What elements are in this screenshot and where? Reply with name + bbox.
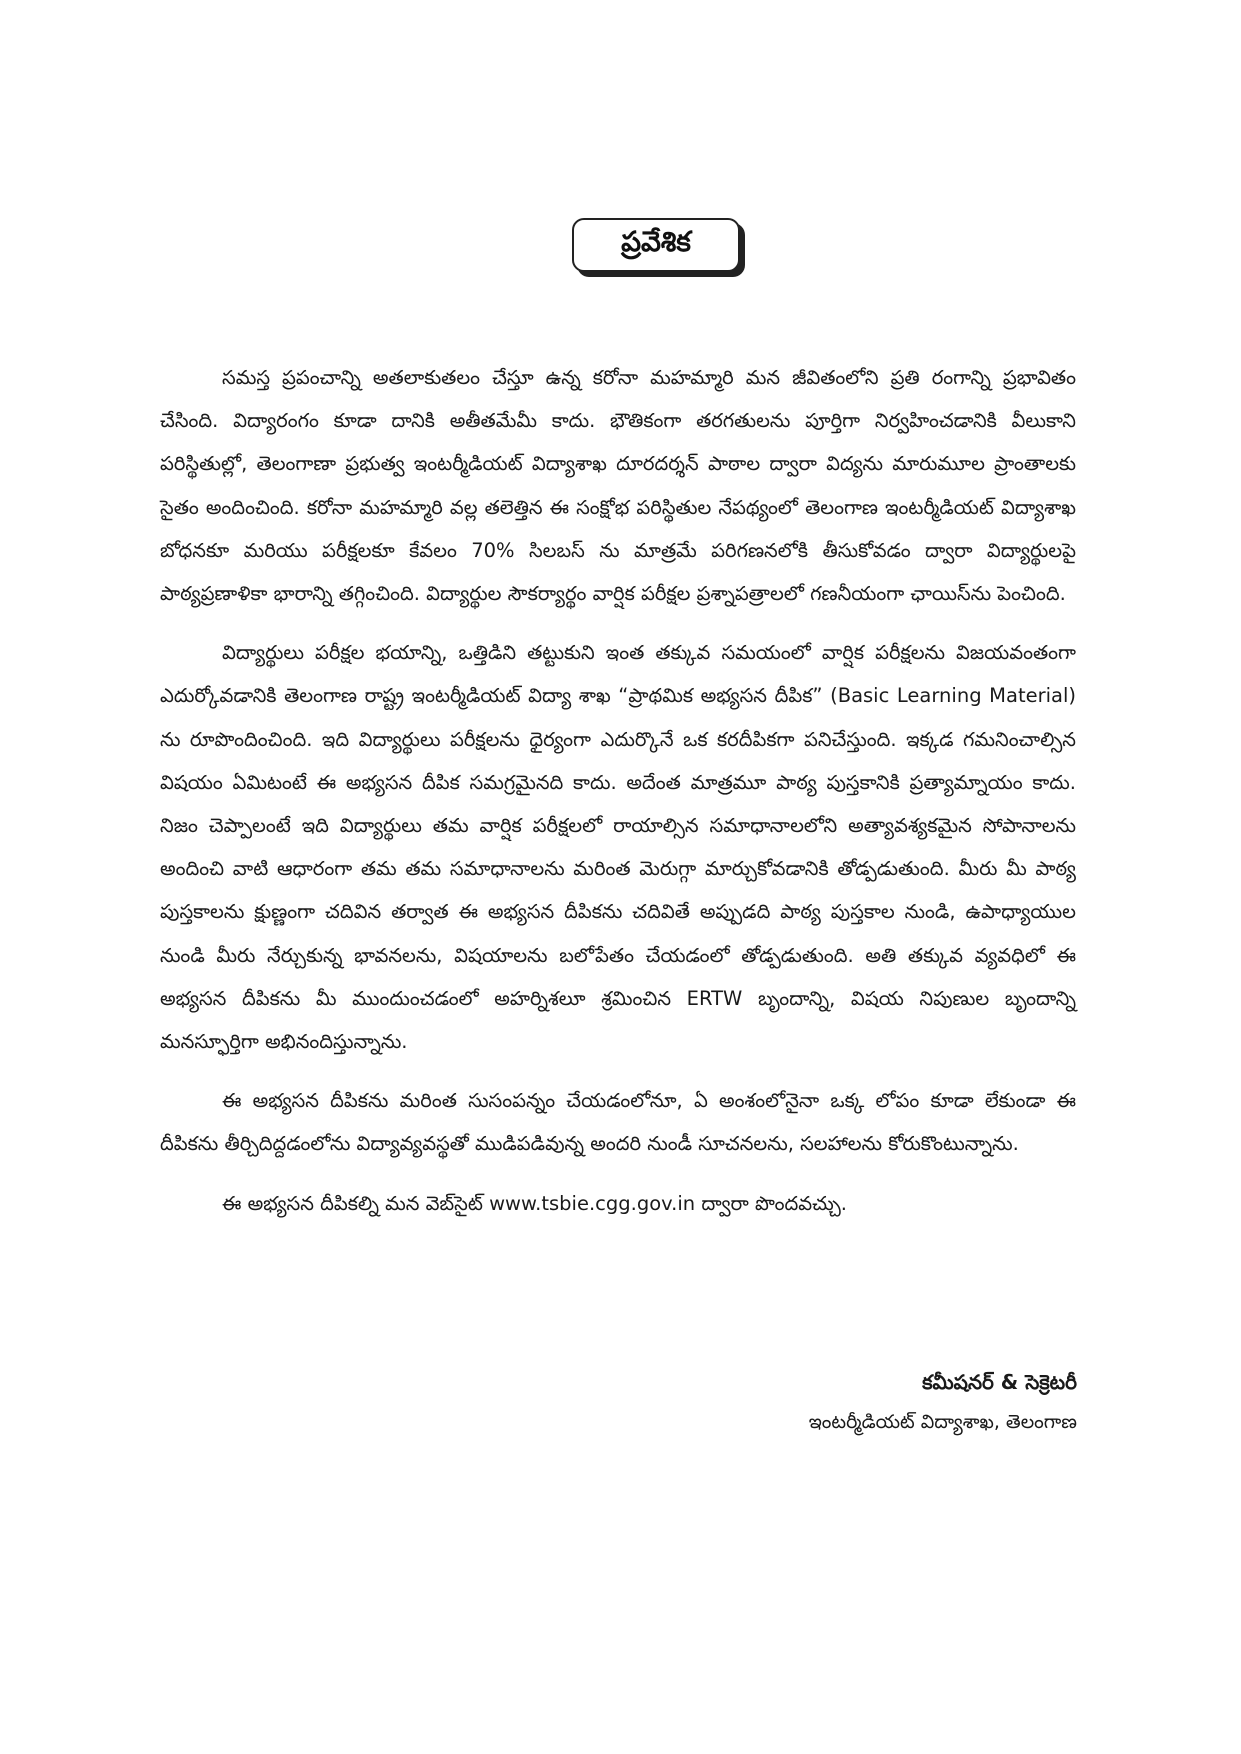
paragraph-4: ఈ అభ్యసన దీపికల్ని మన వెబ్‌సైట్ www.tsbie.cgg.gov.in ద్వారా పొందవచ్చు. [222,1191,847,1215]
paragraph-3: ఈ అభ్యసన దీపికను మరింత సుసంపన్నం చేయడంలోనూ, ఏ అంశంలోనైనా ఒక్క లోపం కూడా లేకుండా ఈ దీపికను తీర్చిదిద్దడంలోను విద్యావ్యవస్థతో ముడిపడివున్న అందరి నుండీ సూచనలను, సలహాలను కోరుకొంటున్నాను. [160,1089,1076,1156]
paragraph-2: విద్యార్థులు పరీక్షల భయాన్ని, ఒత్తిడిని తట్టుకుని ఇంత తక్కువ సమయంలో వార్షిక పరీక్షలను విజయవంతంగా ఎదుర్కోవడానికి తెలంగాణ రాష్ట్ర ఇంటర్మీడియట్ విద్యా శాఖ “ప్రాథమిక అభ్యసన దీపిక” (Basic Learning Material) ను రూపొందించింది. ఇది విద్యార్థులు పరీక్షలను ధైర్యంగా ఎదుర్కొనే ఒక కరదీపికగా పనిచేస్తుంది. ఇక్కడ గమనించాల్సిన విషయం ఏమిటంటే ఈ అభ్యసన దీపిక సమగ్రమైనది కాదు. అదేంత మాత్రమూ పాఠ్య పుస్తకానికి ప్రత్యామ్నాయం కాదు. నిజం చెప్పాలంటే ఇది విద్యార్థులు తమ వార్షిక పరీక్షలలో రాయాల్సిన సమాధానాలలోని అత్యావశ్యకమైన సోపానాలను అందించి వాటి ఆధారంగా తమ తమ సమాధానాలను మరింత మెరుగ్గా మార్చుకోవడానికి తోడ్పడుతుంది. మీరు మీ పాఠ్య పుస్తకాలను క్షుణ్ణంగా చదివిన తర్వాత ఈ అభ్యసన దీపికను చదివితే అప్పుడది పాఠ్య పుస్తకాల నుండి, ఉపాధ్యాయుల నుండి మీరు నేర్చుకున్న భావనలను, విషయాలను బలోపేతం చేయడంలో తోడ్పడుతుంది. అతి తక్కువ వ్యవధిలో ఈ అభ్యసన దీపికను మీ ముందుంచడంలో అహర్నిశలూ శ్రమించిన ERTW బృందాన్ని, విషయ నిపుణుల బృందాన్ని మనస్ఫూర్తిగా అభినందిస్తున్నాను. [160,641,1076,1054]
signatory-title: కమీషనర్ & సెక్రెటరీ [922,1370,1077,1394]
body-text [160,356,1076,1241]
page-title: ప్రవేశిక [572,218,740,272]
signatory-organization: ఇంటర్మీడియట్ విద్యాశాఖ, తెలంగాణ [808,1411,1077,1433]
paragraph-1: సమస్త ప్రపంచాన్ని అతలాకుతలం చేస్తూ ఉన్న కరోనా మహమ్మారి మన జీవితంలోని ప్రతి రంగాన్ని ప్రభావితం చేసింది. విద్యారంగం కూడా దానికి అతీతమేమీ కాదు. భౌతికంగా తరగతులను పూర్తిగా నిర్వహించడానికి వీలుకాని పరిస్థితుల్లో, తెలంగాణా ప్రభుత్వ ఇంటర్మీడియట్ విద్యాశాఖ దూరదర్శన్ పాఠాల ద్వారా విద్యను మారుమూల ప్రాంతాలకు సైతం అందించింది. కరోనా మహమ్మారి వల్ల తలెత్తిన ఈ సంక్షోభ పరిస్థితుల నేపథ్యంలో తెలంగాణ ఇంటర్మీడియట్ విద్యాశాఖ బోధనకూ మరియు పరీక్షలకూ కేవలం 70% సిలబస్ ను మాత్రమే పరిగణనలోకి తీసుకోవడం ద్వారా విద్యార్థులపై పాఠ్యప్రణాళికా భారాన్ని తగ్గించింది. విద్యార్థుల సౌకర్యార్థం వార్షిక పరీక్షల ప్రశ్నాపత్రాలలో గణనీయంగా ఛాయిస్‌ను పెంచింది. [160,366,1076,606]
title-frame [572,218,748,280]
signature-block [809,1362,1077,1442]
